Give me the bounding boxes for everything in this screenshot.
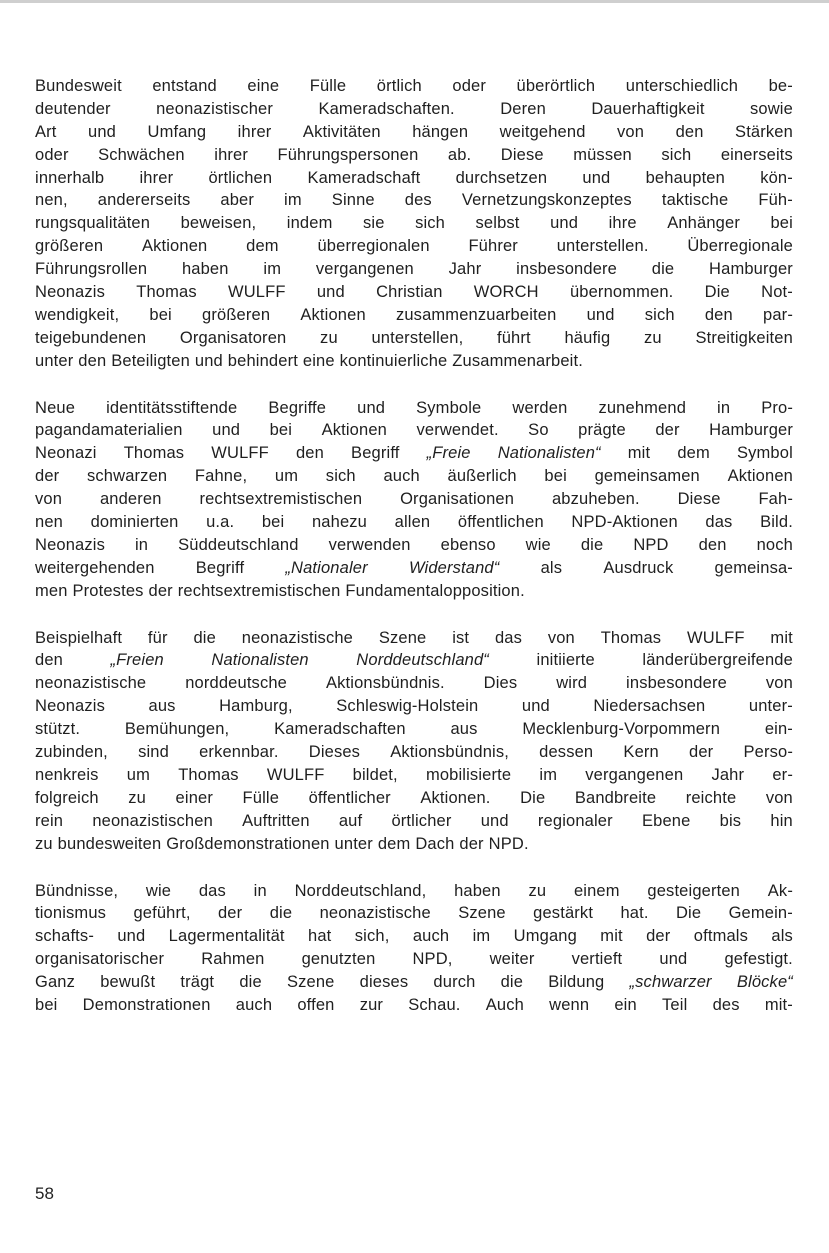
text-line: Neonazi Thomas WULFF den Begriff „Freie Nationalisten“ mit dem Symbol	[35, 444, 793, 463]
text-line: Führungsrollen haben im vergangenen Jahr insbesondere die Hamburger	[35, 260, 793, 279]
text-line: der schwarzen Fahne, um sich auch äußerlich bei gemeinsamen Aktionen	[35, 467, 793, 486]
text-line: nen dominierten u.a. bei nahezu allen öffentlichen NPD-Aktionen das Bild.	[35, 513, 793, 532]
text-line: rein neonazistischen Auftritten auf örtlicher und regionaler Ebene bis hin	[35, 811, 793, 830]
text-line: oder Schwächen ihrer Führungspersonen ab. Diese müssen sich einerseits	[35, 145, 793, 164]
paragraph	[35, 397, 793, 603]
page-body	[35, 75, 793, 1041]
text-line: neonazistische norddeutsche Aktionsbündnis. Dies wird insbesondere von	[35, 674, 793, 693]
text-line: Beispielhaft für die neonazistische Szene ist das von Thomas WULFF mit	[35, 628, 793, 647]
text-line: den „Freien Nationalisten Norddeutschland“ initiierte länderübergreifende	[35, 651, 793, 670]
text-line: wendigkeit, bei größeren Aktionen zusammenzuarbeiten und sich den par-	[35, 305, 793, 324]
text-line: Neue identitätsstiftende Begriffe und Symbole werden zunehmend in Pro-	[35, 398, 793, 417]
text-line: Ganz bewußt trägt die Szene dieses durch die Bildung „schwarzer Blöcke“	[35, 973, 793, 992]
text-line: unter den Beteiligten und behindert eine kontinuierliche Zusammenarbeit.	[35, 351, 583, 370]
text-line: zubinden, sind erkennbar. Dieses Aktionsbündnis, dessen Kern der Perso-	[35, 743, 793, 762]
text-line: tionismus geführt, der die neonazistische Szene gestärkt hat. Die Gemein-	[35, 904, 793, 923]
text-line: stützt. Bemühungen, Kameradschaften aus Mecklenburg-Vorpommern ein-	[35, 720, 793, 739]
text-line: von anderen rechtsextremistischen Organisationen abzuheben. Diese Fah-	[35, 490, 793, 509]
paragraph	[35, 75, 793, 373]
text-line: Bündnisse, wie das in Norddeutschland, haben zu einem gesteigerten Ak-	[35, 881, 793, 900]
text-line: Neonazis in Süddeutschland verwenden ebenso wie die NPD den noch	[35, 535, 793, 554]
text-line: nen, andererseits aber im Sinne des Vernetzungskonzeptes taktische Füh-	[35, 191, 793, 210]
text-line: weitergehenden Begriff „Nationaler Widerstand“ als Ausdruck gemeinsa-	[35, 558, 793, 577]
text-line: schafts- und Lagermentalität hat sich, auch im Umgang mit der oftmals als	[35, 927, 793, 946]
text-line: bei Demonstrationen auch offen zur Schau. Auch wenn ein Teil des mit-	[35, 995, 793, 1014]
text-line: teigebundenen Organisatoren zu unterstellen, führt häufig zu Streitigkeiten	[35, 328, 793, 347]
text-line: folgreich zu einer Fülle öffentlicher Aktionen. Die Bandbreite reichte von	[35, 788, 793, 807]
text-line: größeren Aktionen dem überregionalen Führer unterstellen. Überregionale	[35, 237, 793, 256]
text-line: Neonazis Thomas WULFF und Christian WORCH übernommen. Die Not-	[35, 283, 793, 302]
text-line: rungsqualitäten beweisen, indem sie sich selbst und ihre Anhänger bei	[35, 214, 793, 233]
text-line: zu bundesweiten Großdemonstrationen unter dem Dach der NPD.	[35, 834, 529, 853]
text-line: Art und Umfang ihrer Aktivitäten hängen weitgehend von den Stärken	[35, 122, 793, 141]
text-line: innerhalb ihrer örtlichen Kameradschaft durchsetzen und behaupten kön-	[35, 168, 793, 187]
text-line: pagandamaterialien und bei Aktionen verwendet. So prägte der Hamburger	[35, 421, 793, 440]
page-top-edge	[0, 0, 829, 3]
paragraph	[35, 880, 793, 1017]
text-line: organisatorischer Rahmen genutzten NPD, weiter vertieft und gefestigt.	[35, 950, 793, 969]
text-line: Neonazis aus Hamburg, Schleswig-Holstein und Niedersachsen unter-	[35, 697, 793, 716]
text-line: deutender neonazistischer Kameradschaften. Deren Dauerhaftigkeit sowie	[35, 99, 793, 118]
page-number: 58	[35, 1184, 54, 1203]
text-line: Bundesweit entstand eine Fülle örtlich oder überörtlich unterschiedlich be-	[35, 77, 793, 95]
text-line: nenkreis um Thomas WULFF bildet, mobilisierte im vergangenen Jahr er-	[35, 765, 793, 784]
paragraph	[35, 627, 793, 856]
text-line: men Protestes der rechtsextremistischen Fundamentalopposition.	[35, 581, 525, 600]
